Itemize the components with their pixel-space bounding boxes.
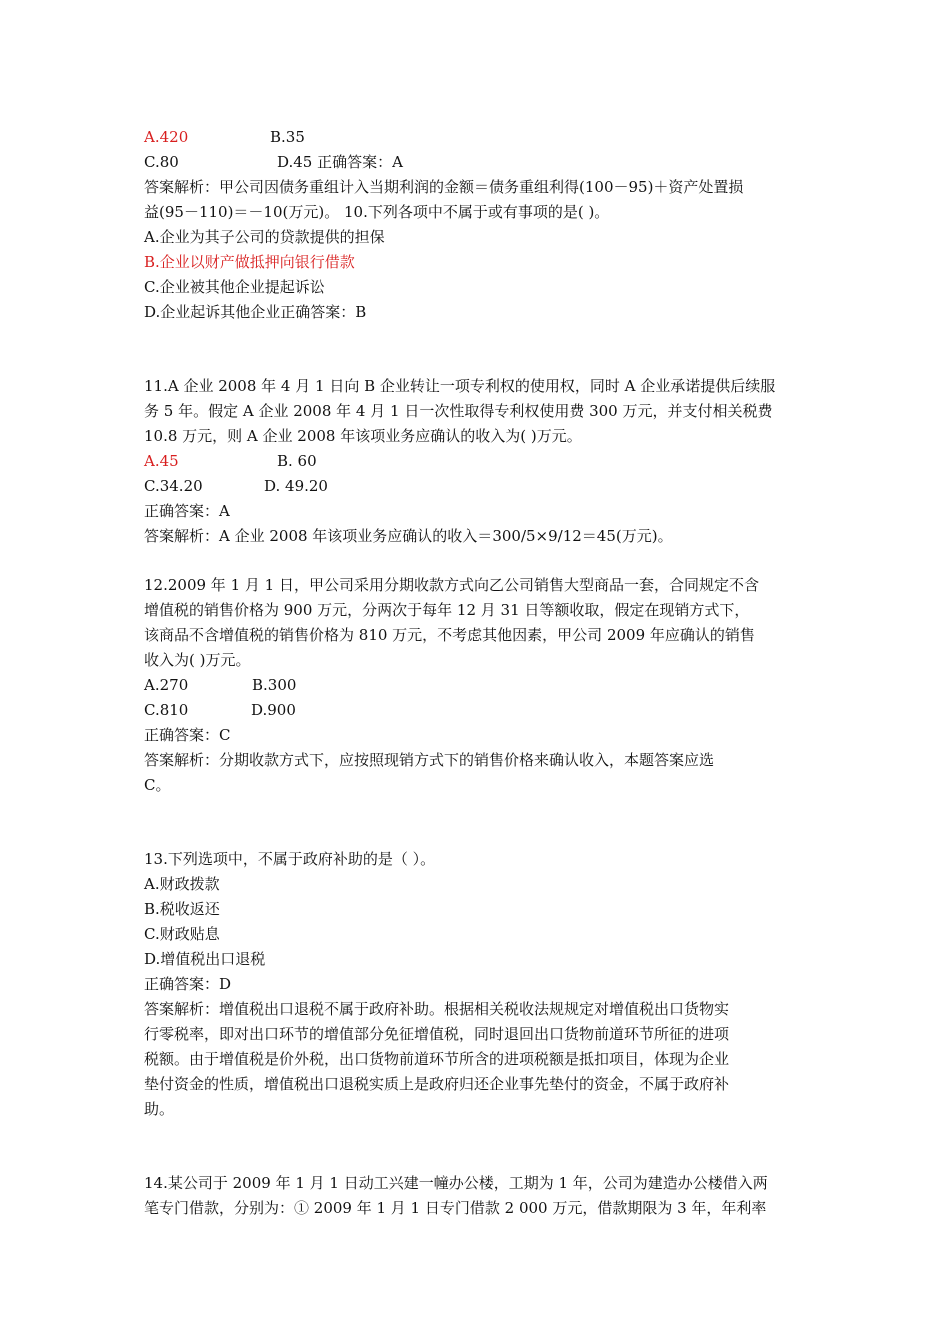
option-b: B. 60 — [277, 452, 317, 470]
question-13-line: 13.下列选项中，不属于政府补助的是（ ）。 — [144, 850, 436, 868]
option-d-answer: D.企业起诉其他企业正确答案：B — [144, 303, 367, 321]
analysis-line: 税额。由于增值税是价外税，出口货物前道环节所含的进项税额是抵扣项目，体现为企业 — [144, 1050, 730, 1068]
question-12-line: 12.2009 年 1 月 1 日，甲公司采用分期收款方式向乙公司销售大型商品一套，合同规定不含 — [144, 576, 759, 594]
analysis-line: C。 — [144, 776, 171, 794]
option-b: B.税收返还 — [144, 900, 220, 918]
option-b: B.35 — [270, 128, 305, 146]
option-a: A.270 — [144, 676, 189, 694]
question-14-line: 笔专门借款，分别为：① 2009 年 1 月 1 日专门借款 2 000 万元，借款期限为 3 年，年利率 — [144, 1199, 767, 1217]
question-12-line: 增值税的销售价格为 900 万元，分两次于每年 12 月 31 日等额收取，假定在现销方式下， — [144, 601, 750, 619]
question-14-line: 14.某公司于 2009 年 1 月 1 日动工兴建一幢办公楼，工期为 1 年，公司为建造办公楼借入两 — [144, 1174, 768, 1192]
option-c: C.财政贴息 — [144, 925, 220, 943]
correct-answer: 正确答案：D — [144, 975, 232, 993]
correct-answer: 正确答案：A — [144, 502, 230, 520]
option-d: D. 49.20 — [264, 477, 328, 495]
question-11-line: 10.8 万元，则 A 企业 2008 年该项业务应确认的收入为( )万元。 — [144, 427, 582, 445]
option-c: C.34.20 — [144, 477, 203, 495]
analysis-line: 答案解析：增值税出口退税不属于政府补助。根据相关税收法规规定对增值税出口货物实 — [144, 1000, 730, 1018]
option-d: D.900 — [251, 701, 296, 719]
analysis-line: 答案解析：分期收款方式下，应按照现销方式下的销售价格来确认收入，本题答案应选 — [144, 751, 715, 769]
option-b-highlighted: B.企业以财产做抵押向银行借款 — [144, 253, 355, 271]
option-c: C.企业被其他企业提起诉讼 — [144, 278, 325, 296]
analysis-line: 助。 — [144, 1100, 175, 1118]
analysis-line: 答案解析：甲公司因债务重组计入当期利润的金额＝债务重组利得(100－95)＋资产处置损 — [144, 178, 744, 196]
question-12-line: 该商品不含增值税的销售价格为 810 万元，不考虑其他因素，甲公司 2009 年应确认的销售 — [144, 626, 755, 644]
option-b: B.300 — [252, 676, 297, 694]
analysis-line: 行零税率，即对出口环节的增值部分免征增值税，同时退回出口货物前道环节所征的进项 — [144, 1025, 730, 1043]
question-11-line: 务 5 年。假定 A 企业 2008 年 4 月 1 日一次性取得专利权使用费 300 万元，并支付相关税费 — [144, 402, 773, 420]
option-a-highlighted: A.420 — [144, 128, 189, 146]
option-a-highlighted: A.45 — [144, 452, 179, 470]
option-c: C.810 — [144, 701, 189, 719]
correct-answer: 正确答案：C — [144, 726, 231, 744]
question-11-line: 11.A 企业 2008 年 4 月 1 日向 B 企业转让一项专利权的使用权，同时 A 企业承诺提供后续服 — [144, 377, 776, 395]
analysis-line: 答案解析：A 企业 2008 年该项业务应确认的收入＝300/5×9/12＝45(万元)。 — [144, 527, 673, 545]
option-d-answer: D.45 正确答案：A — [277, 153, 403, 171]
analysis-line: 垫付资金的性质，增值税出口退税实质上是政府归还企业事先垫付的资金，不属于政府补 — [144, 1075, 730, 1093]
option-c: C.80 — [144, 153, 179, 171]
analysis-line: 益(95－110)＝－10(万元)。 10.下列各项中不属于或有事项的是( )。 — [144, 203, 610, 221]
option-a: A.财政拨款 — [144, 875, 220, 893]
option-d: D.增值税出口退税 — [144, 950, 266, 968]
option-a: A.企业为其子公司的贷款提供的担保 — [144, 228, 385, 246]
question-12-line: 收入为( )万元。 — [144, 651, 251, 669]
